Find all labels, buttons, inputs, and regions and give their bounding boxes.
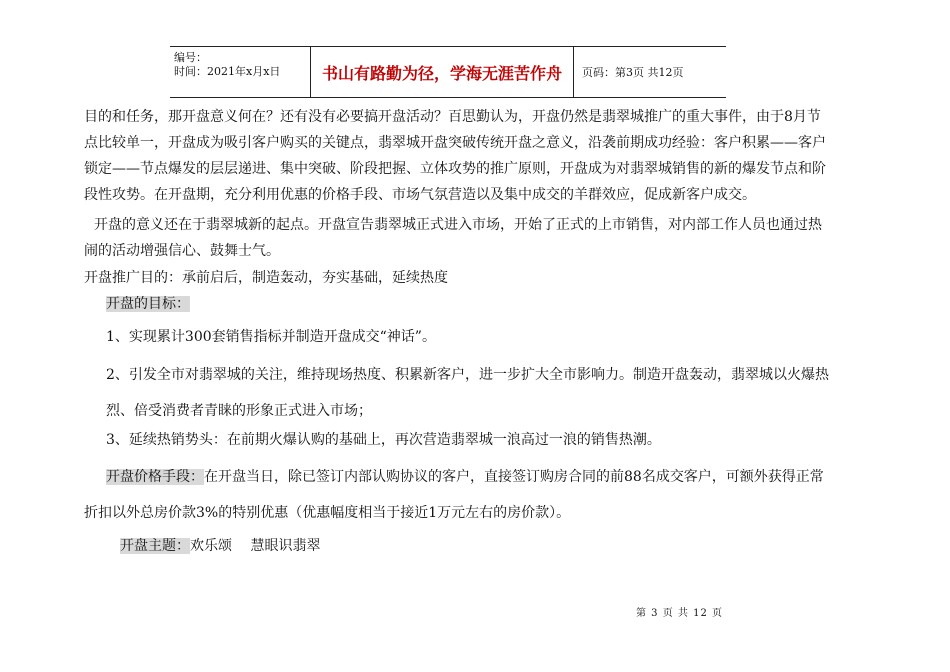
header-meta: [170, 47, 310, 97]
header-motto: 书山有路勤为径，学海无涯苦作舟: [310, 47, 574, 97]
header-page-label: 页码：第3页 共12页: [582, 66, 684, 79]
page-footer: 第 3 页 共 12 页: [636, 608, 723, 619]
theme-line: [84, 533, 865, 559]
goal-heading-line: [84, 291, 851, 317]
time-label: 时间：2021年x月x日: [174, 65, 281, 78]
goal-item-2: 2、引发全市对翡翠城的关注，维持现场热度、积累新客户，进一步扩大全市影响力。制造开盘轰动，翡翠城以火爆热烈、倍受消费者青睐的形象正式进入市场；: [106, 367, 829, 419]
theme-heading: 开盘主题：: [120, 538, 190, 554]
theme-text: 欢乐颂 慧眼识翡翠: [190, 538, 321, 554]
paragraph-meaning: 开盘的意义还在于翡翠城新的起点。开盘宣告翡翠城正式进入市场，开始了正式的上市销售，对内部工作人员也通过热闹的活动增强信心、鼓舞士气。: [84, 217, 822, 259]
goal-item-3: 3、延续热销势头：在前期火爆认购的基础上，再次营造翡翠城一浪高过一浪的销售热潮。: [106, 432, 661, 448]
price-text: 在开盘当日，除已签订内部认购协议的客户，直接签订购房合同的前88名成交客户，可额外获得正常折扣以外总房价款3%的特别优惠（优惠幅度相当于接近1万元左右的房价款）。: [84, 469, 824, 521]
paragraph-purpose: 目的和任务，那开盘意义何在？还有没有必要搞开盘活动？百思勤认为，开盘仍然是翡翠城推广的重大事件，由于8月节点比较单一，开盘成为吸引客户购买的关键点，翡翠城开盘突破传统开盘之意义，沿袭前期成功经验：客户积累——客户锁定——节点爆发的层层递进、集中突破、阶段把握、立体攻势的推广原则，开盘成为对翡翠城销售的新的爆发节点和阶段性攻势。在开盘期，充分利用优惠的价格手段、市场气氛营造以及集中成交的羊群效应，促成新客户成交。: [84, 109, 826, 203]
page-header: [170, 46, 726, 98]
price-heading: 开盘价格手段：: [106, 469, 204, 485]
paragraph-promotion-goal: 开盘推广目的：承前启后，制造轰动，夯实基础，延续热度: [84, 270, 448, 286]
price-paragraph: [84, 459, 829, 531]
number-label: 编号：: [174, 51, 207, 64]
goal-heading: 开盘的目标：: [106, 296, 190, 312]
goal-item-1: 1、实现累计300套销售指标并制造开盘成交“神话”。: [106, 329, 436, 345]
